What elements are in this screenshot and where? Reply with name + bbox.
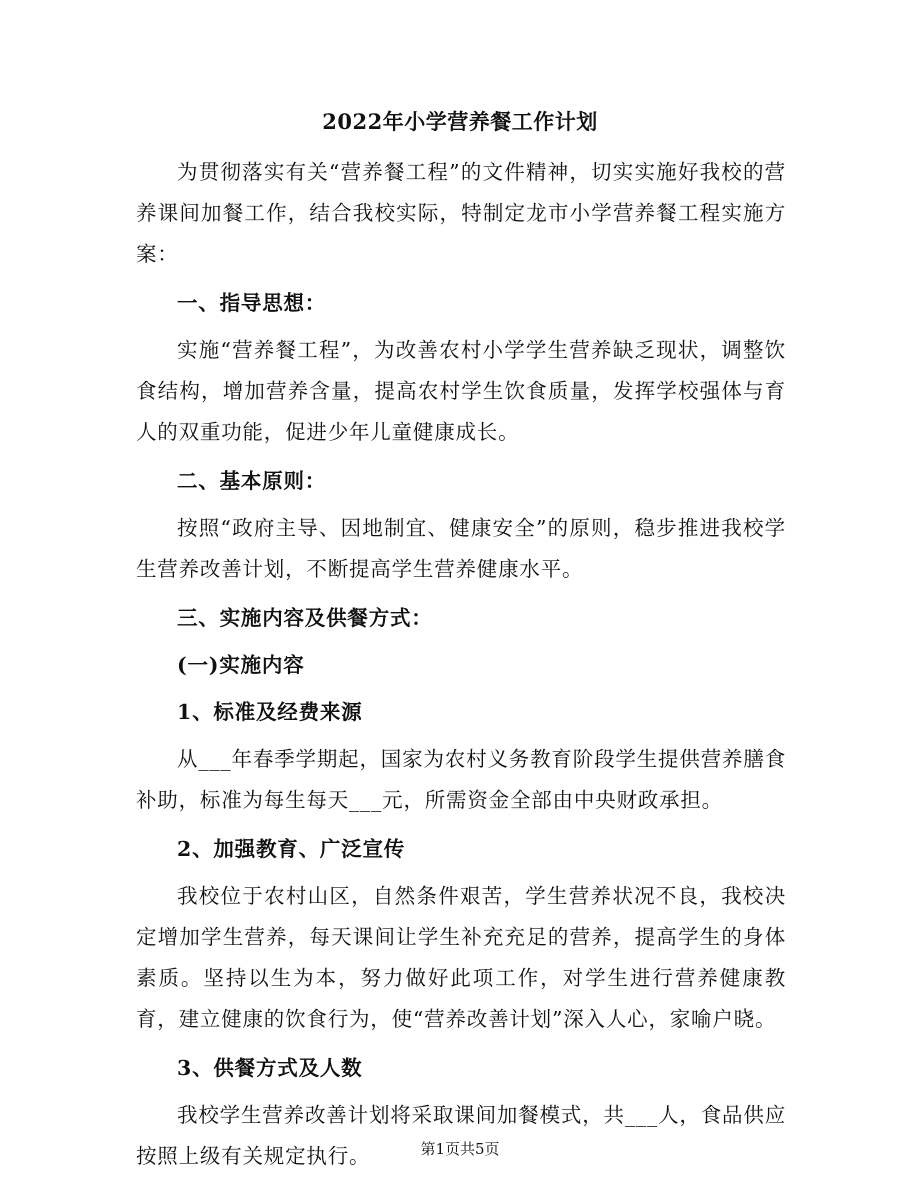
guiding-thought-paragraph: 实施“营养餐工程”，为改善农村小学学生营养缺乏现状，调整饮食结构，增加营养含量，提高农村学生饮食质量，发挥学校强体与育人的双重功能，促进少年儿童健康成长。 [136, 338, 786, 444]
section-heading-implementation: 三、实施内容及供餐方式： [177, 606, 433, 630]
education-publicity-paragraph: 我校位于农村山区，自然条件艰苦，学生营养状况不良，我校决定增加学生营养，每天课间让学生补充充足的营养，提高学生的身体素质。坚持以生为本，努力做好此项工作，对学生进行营养健康教育，建立健康的饮食行为，使“营养改善计划”深入人心，家喻户晓。 [136, 884, 786, 1031]
document-body [136, 152, 786, 1185]
page-number-footer: 第1页共5页 [420, 1140, 500, 1158]
item-heading-education-publicity: 2、加强教育、广泛宣传 [177, 837, 406, 861]
document-title: 2022年小学营养餐工作计划 [322, 109, 598, 134]
basic-principles-paragraph: 按照“政府主导、因地制宜、健康安全”的原则，稳步推进我校学生营养改善计划，不断提高学生营养健康水平。 [136, 516, 786, 581]
intro-paragraph: 为贯彻落实有关“营养餐工程”的文件精神，切实实施好我校的营养课间加餐工作，结合我校实际，特制定龙市小学营养餐工程实施方案： [136, 160, 786, 266]
section-heading-guiding-thought: 一、指导思想： [177, 291, 327, 315]
meal-method-paragraph: 我校学生营养改善计划将采取课间加餐模式，共___人，食品供应按照上级有关规定执行。 [136, 1103, 786, 1168]
item-heading-meal-method: 3、供餐方式及人数 [177, 1056, 363, 1080]
subsection-heading-content: (一)实施内容 [177, 653, 305, 677]
standards-funding-paragraph: 从___年春季学期起，国家为农村义务教育阶段学生提供营养膳食补助，标准为每生每天___元，所需资金全部由中央财政承担。 [136, 747, 786, 812]
section-heading-basic-principles: 二、基本原则： [177, 469, 327, 493]
item-heading-standards-funding: 1、标准及经费来源 [177, 700, 363, 724]
